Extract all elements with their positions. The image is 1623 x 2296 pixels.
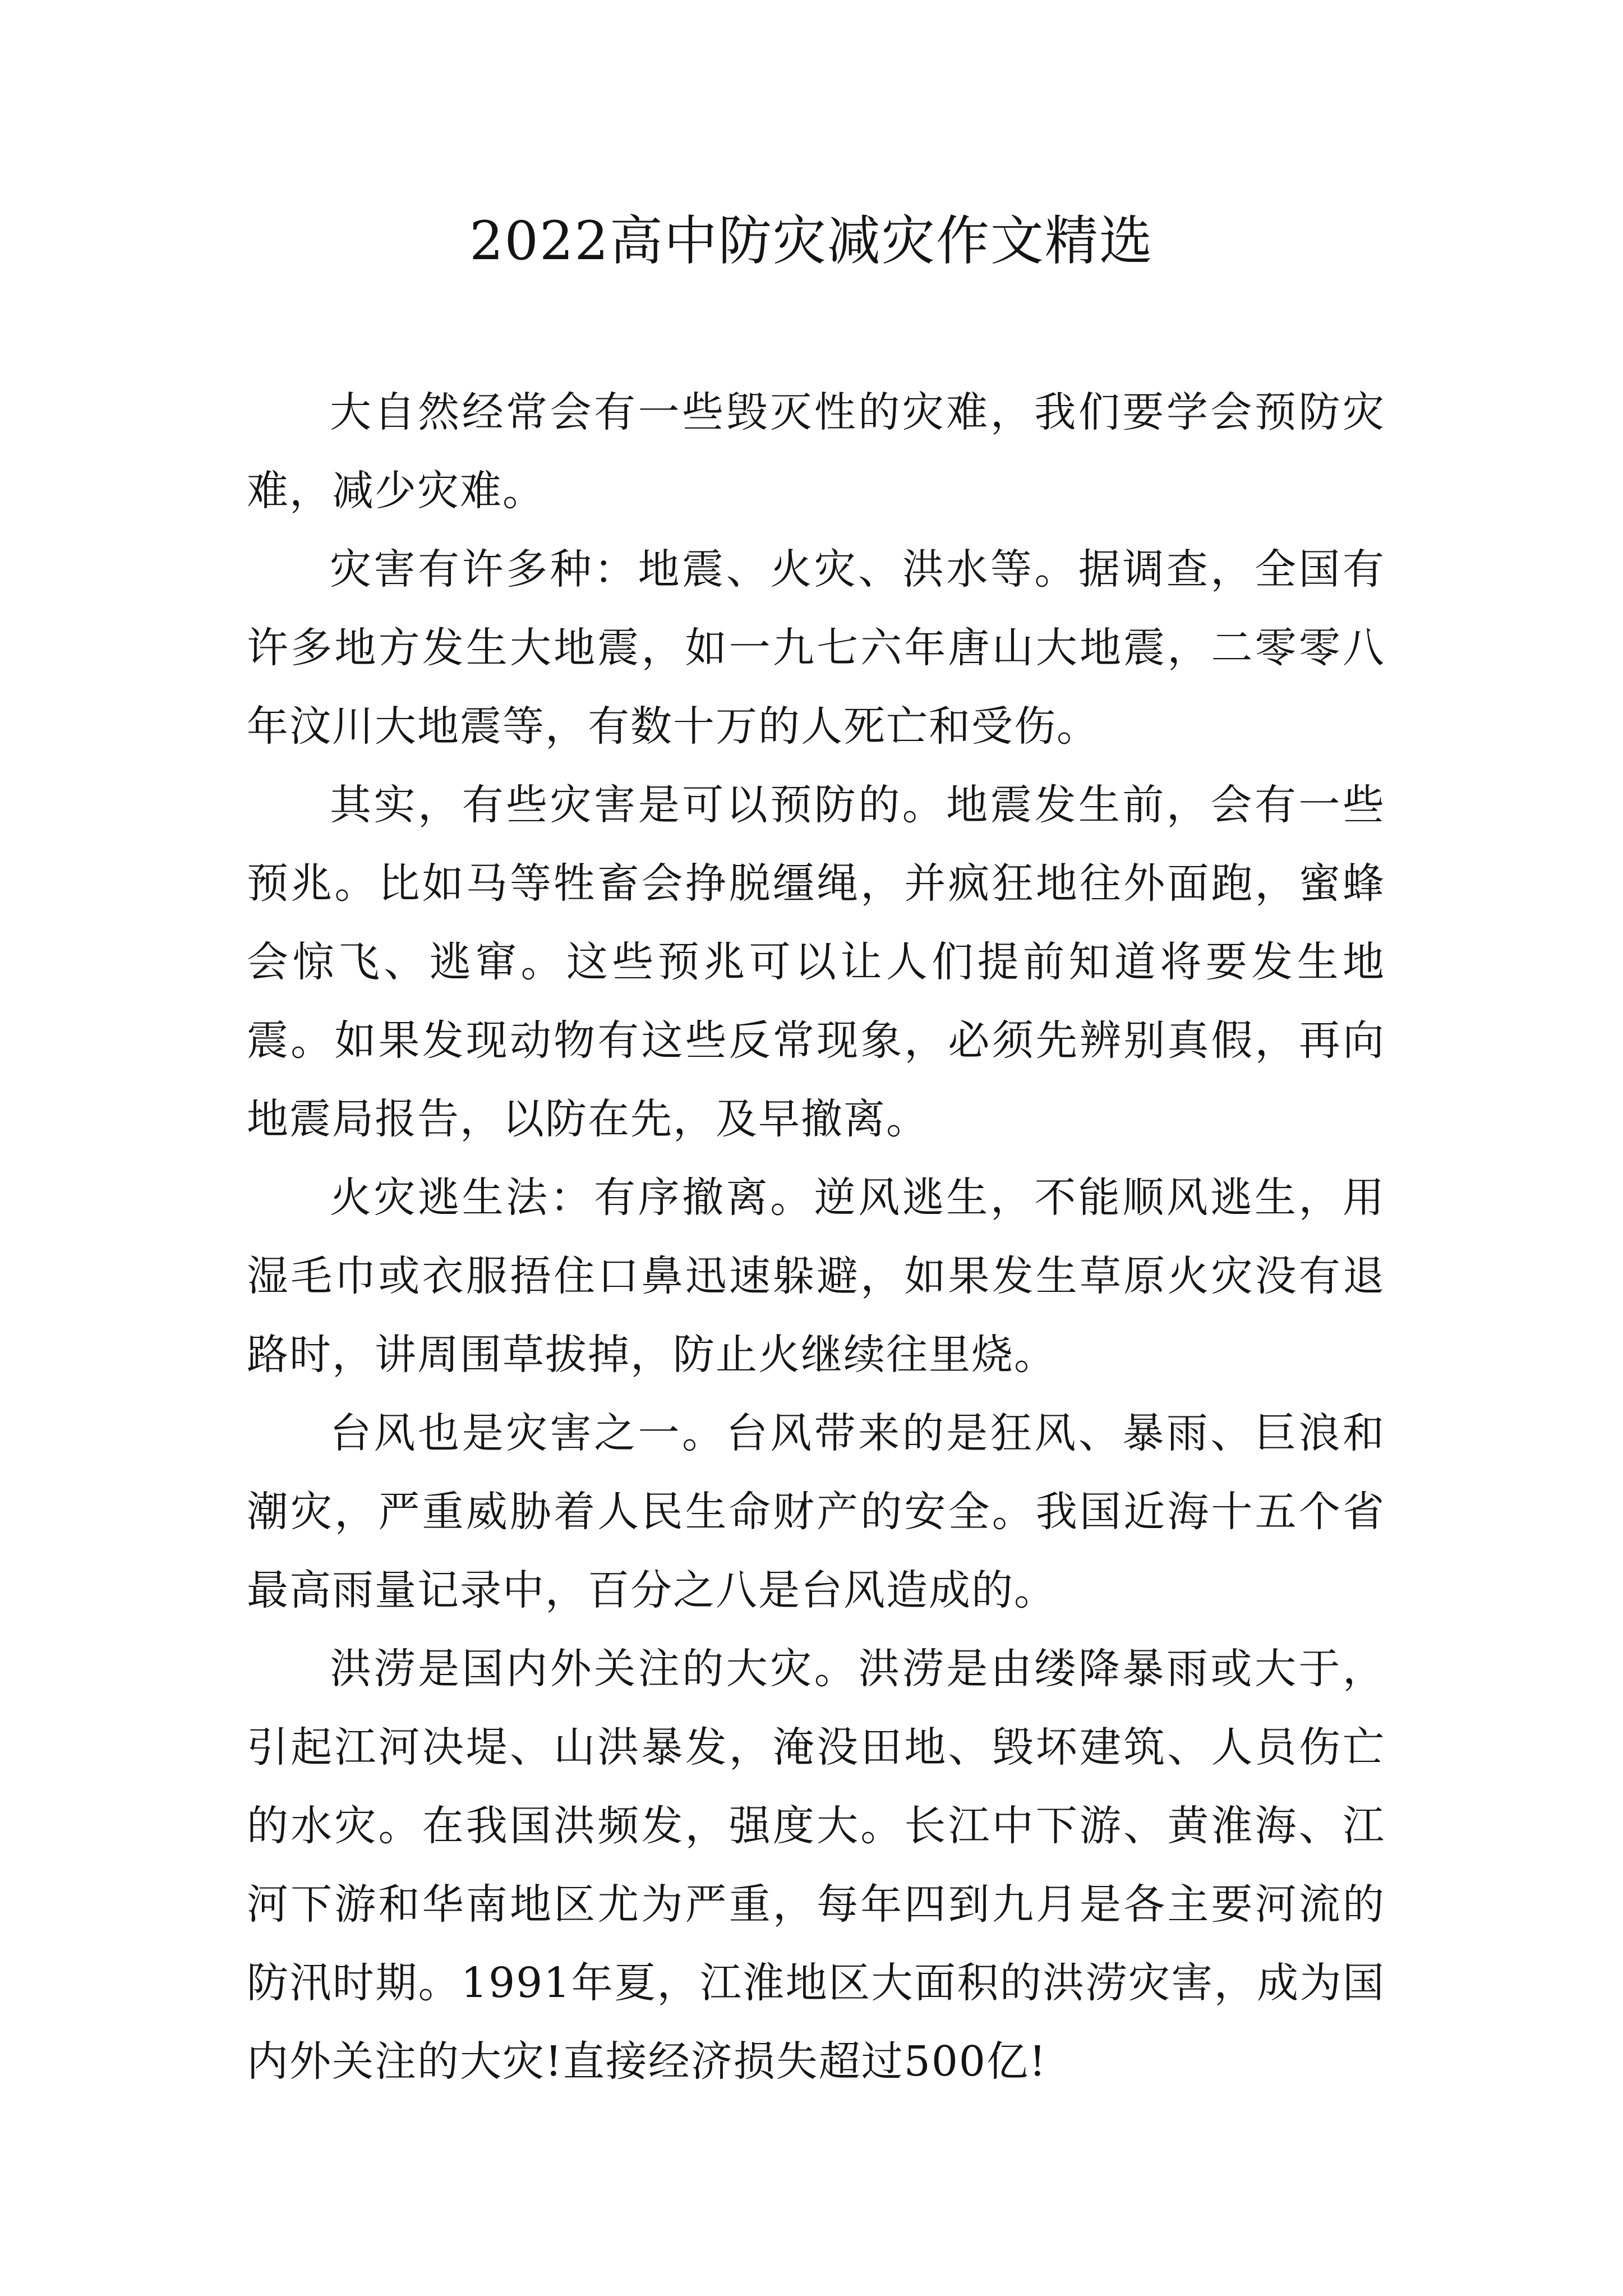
paragraph-flood: 洪涝是国内外关注的大灾。洪涝是由缕降暴雨或大于，引起江河决堤、山洪暴发，淹没田地、毁坏建筑、人员伤亡的水灾。在我国洪频发，强度大。长江中下游、黄淮海、江河下游和华南地区尤为严重，每年四到九月是各主要河流的防汛时期。1991年夏，江淮地区大面积的洪涝灾害，成为国内外关注的大灾!直接经济损失超过500亿! [247, 1645, 1385, 2086]
document-title: 2022高中防灾减灾作文精选 [469, 210, 1154, 272]
paragraph-disaster-types: 灾害有许多种：地震、火灾、洪水等。据调查，全国有许多地方发生大地震，如一九七六年唐山大地震，二零零八年汶川大地震等，有数十万的人死亡和受伤。 [247, 545, 1385, 751]
paragraph-fire-escape: 火灾逃生法：有序撤离。逆风逃生，不能顺风逃生，用湿毛巾或衣服捂住口鼻迅速躲避，如果发生草原火灾没有退路时，讲周围草拔掉，防止火继续往里烧。 [247, 1174, 1385, 1379]
document-body [247, 373, 1385, 2101]
paragraph-typhoon: 台风也是灾害之一。台风带来的是狂风、暴雨、巨浪和潮灾，严重威胁着人民生命财产的安全。我国近海十五个省最高雨量记录中，百分之八是台风造成的。 [247, 1409, 1385, 1614]
paragraph-intro: 大自然经常会有一些毁灭性的灾难，我们要学会预防灾难，减少灾难。 [247, 388, 1385, 515]
paragraph-earthquake-prevention: 其实，有些灾害是可以预防的。地震发生前，会有一些预兆。比如马等牲畜会挣脱缰绳，并疯狂地往外面跑，蜜蜂会惊飞、逃窜。这些预兆可以让人们提前知道将要发生地震。如果发现动物有这些反常现象，必须先辨别真假，再向地震局报告，以防在先，及早撤离。 [247, 781, 1385, 1143]
